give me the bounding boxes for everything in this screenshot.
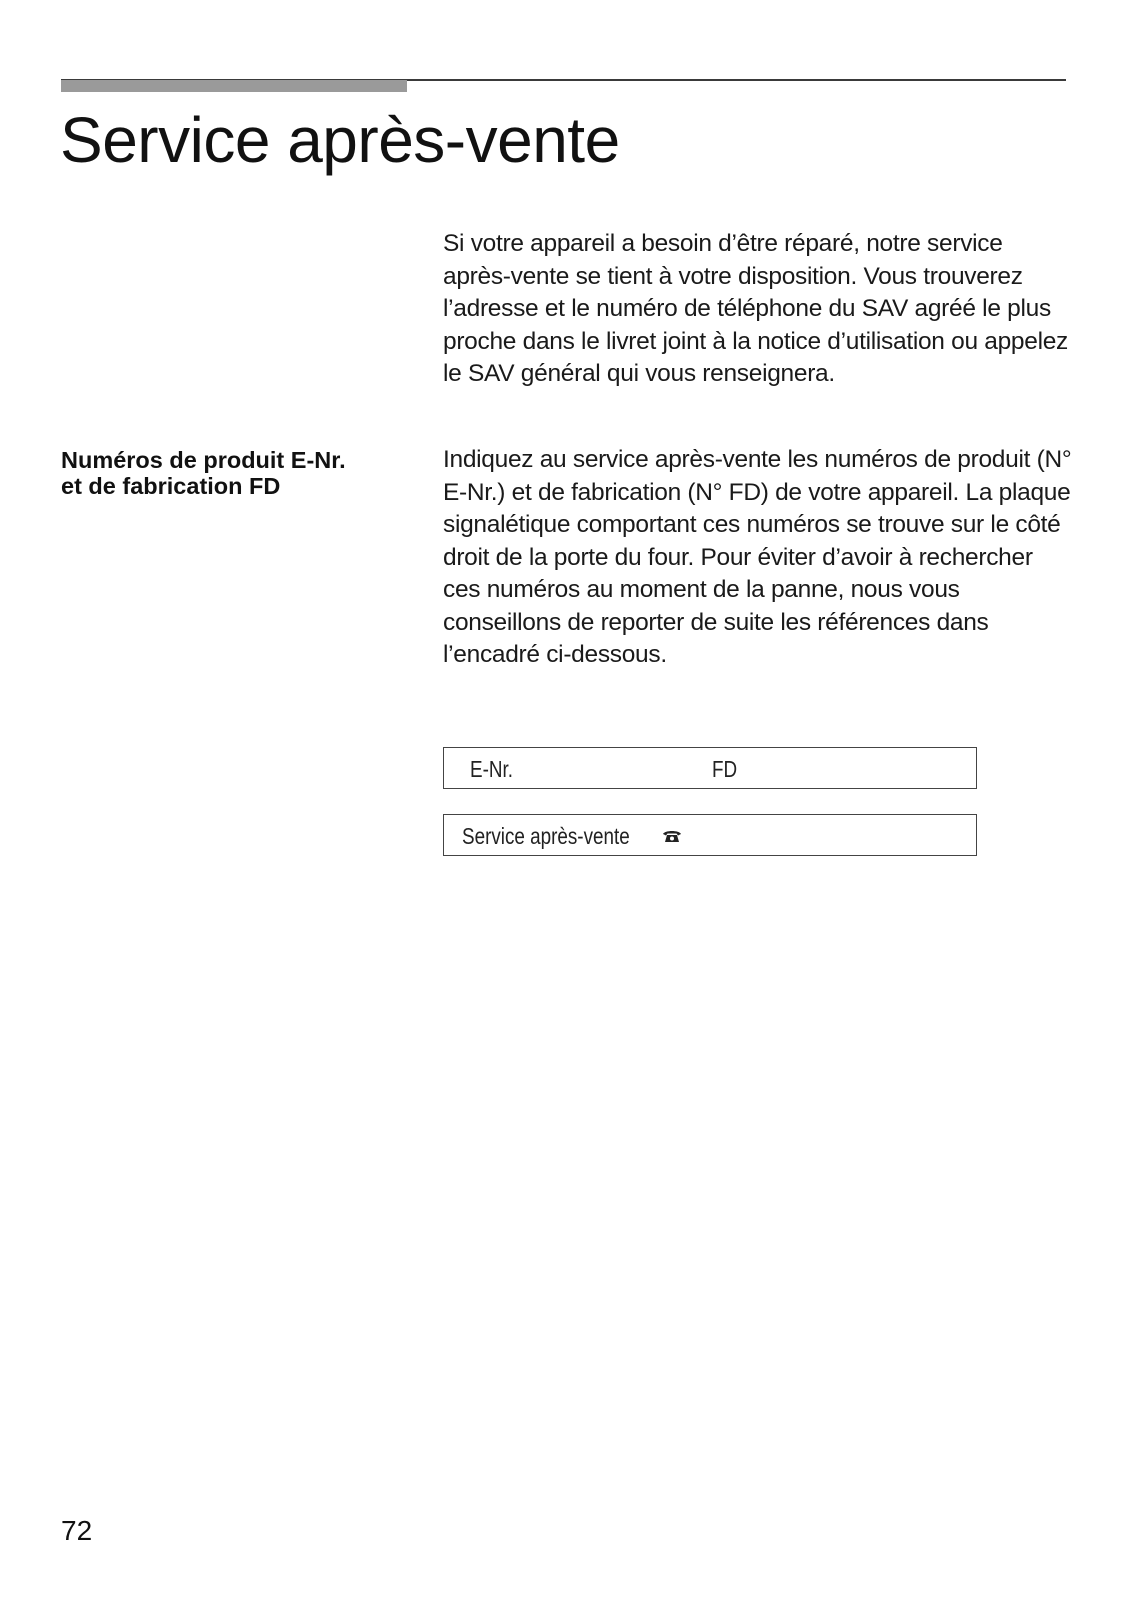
service-label: Service après-vente bbox=[462, 823, 630, 849]
section-heading-line1: Numéros de produit E-Nr. bbox=[61, 447, 346, 473]
section-heading-line2: et de fabrication FD bbox=[61, 473, 281, 499]
service-contact-box bbox=[443, 814, 977, 856]
intro-paragraph: Si votre appareil a besoin d’être réparé, notre service après-vente se tient à votre disposition. Vous trouverez l’adresse et le numéro de téléphone du SAV agréé le plus proche dans le livret joint à la notice d’utilisation ou appelez le SAV général qui vous renseignera. bbox=[443, 230, 1069, 387]
fd-label: FD bbox=[712, 756, 738, 782]
page-number: 72 bbox=[61, 1515, 93, 1546]
section-heading bbox=[61, 447, 401, 499]
section-paragraph: Indiquez au service après-vente les numéros de produit (N° E-Nr.) et de fabrication (N° FD) de votre appareil. La plaque signalétique comportant ces numéros se trouve sur le côté droit de la porte du four. Pour éviter d’avoir à rechercher ces numéros au moment de la panne, nous vous conseillons de reporter de suite les références dans l’encadré ci-dessous. bbox=[443, 446, 1072, 668]
product-number-box bbox=[443, 747, 977, 789]
telephone-icon bbox=[662, 829, 682, 843]
page-title: Service après-vente bbox=[60, 104, 620, 176]
header-accent-bar bbox=[61, 80, 407, 92]
enr-label: E-Nr. bbox=[470, 756, 513, 782]
